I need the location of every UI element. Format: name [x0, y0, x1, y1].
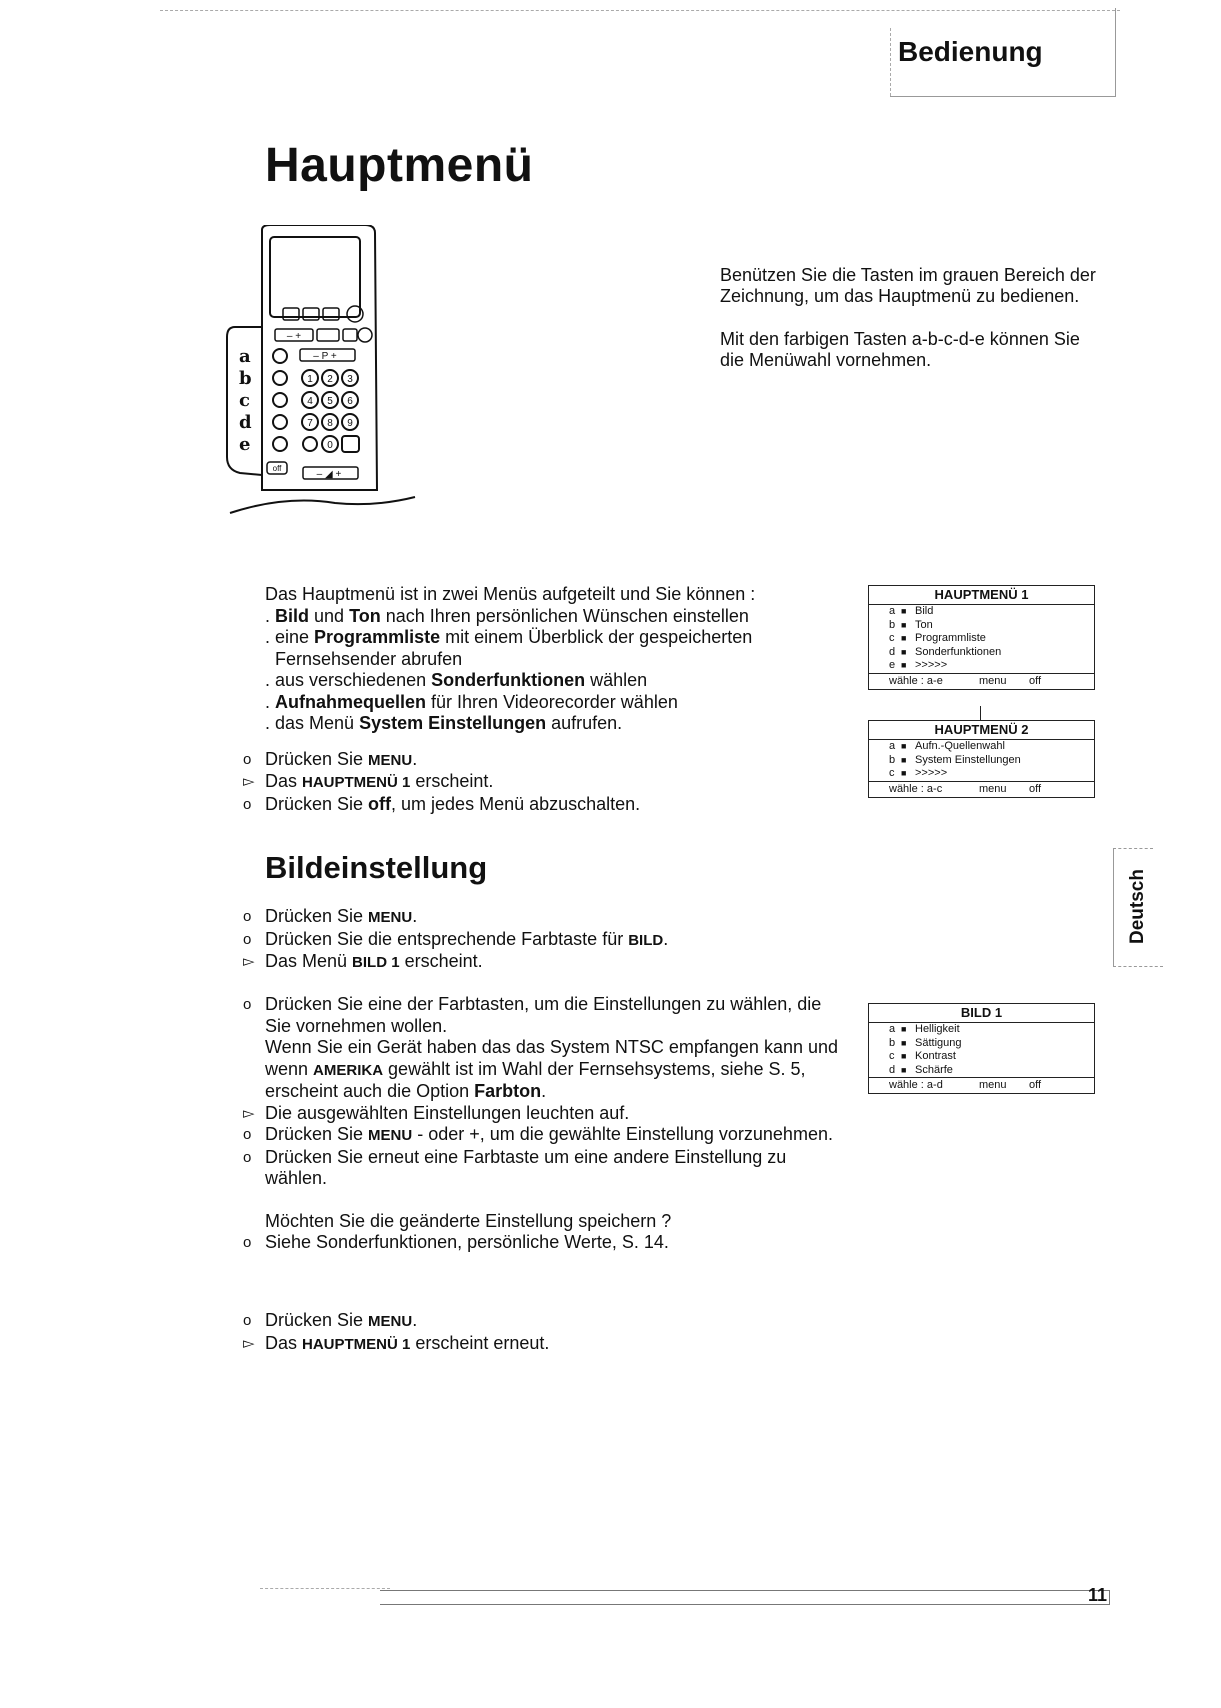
- menu-title: HAUPTMENÜ 1: [869, 586, 1094, 605]
- overview-block: [243, 584, 825, 815]
- menu-footer: wähle : a-e menu off: [869, 673, 1094, 689]
- step-line: o Drücken Sie MENU.: [243, 906, 418, 926]
- svg-text:4: 4: [307, 396, 313, 407]
- menu-row: c ■ Kontrast: [889, 1050, 956, 1062]
- step-line: wählen.: [265, 1168, 328, 1188]
- remote-control-icon: [225, 225, 425, 525]
- step-line: ▻ Das HAUPTMENÜ 1 erscheint erneut.: [243, 1332, 550, 1353]
- svg-text:b: b: [239, 368, 252, 389]
- svg-text:d: d: [239, 412, 252, 433]
- step-line: ▻ Die ausgewählten Einstellungen leuchten auf.: [243, 1102, 630, 1123]
- menu-row: b ■ Sättigung: [889, 1036, 962, 1049]
- menu-row: e ■ >>>>>: [889, 659, 948, 671]
- step-line: Wenn Sie ein Gerät haben das das System NTSC empfangen kann und: [265, 1037, 839, 1057]
- svg-text:6: 6: [347, 396, 353, 407]
- step-line: o Drücken Sie eine der Farbtasten, um die Einstellungen zu wählen, die: [243, 994, 822, 1014]
- menu-row: b ■ System Einstellungen: [889, 753, 1021, 766]
- overview-item: Fernsehsender abrufen: [275, 648, 463, 669]
- page-title: Hauptmenü: [265, 139, 534, 192]
- menu-connector: [980, 706, 981, 720]
- overview-item: . eine Programmliste mit einem Überblick der gespeicherten: [265, 627, 753, 647]
- step-line: o Drücken Sie erneut eine Farbtaste um eine andere Einstellung zu: [243, 1146, 787, 1167]
- overview-item: . Bild und Ton nach Ihren persönlichen Wünschen einstellen: [265, 605, 749, 626]
- step-line: o Siehe Sonderfunktionen, persönliche Werte, S. 14.: [243, 1232, 669, 1252]
- bild-1-box: [868, 1003, 1095, 1094]
- svg-text:3: 3: [347, 374, 353, 385]
- menu-footer: wähle : a-c menu off: [869, 781, 1094, 797]
- bottom-rule: [380, 1590, 1110, 1591]
- menu-row: d ■ Schärfe: [889, 1063, 953, 1076]
- overview-item: . aus verschiedenen Sonderfunktionen wählen: [265, 670, 648, 690]
- menu-row: c ■ Programmliste: [889, 632, 986, 644]
- menu-row: c ■ >>>>>: [889, 767, 948, 779]
- intro-text: [720, 265, 1100, 393]
- bild-steps-3: [243, 1310, 885, 1355]
- menu-row: d ■ Sonderfunktionen: [889, 645, 1002, 658]
- svg-text:0: 0: [327, 440, 333, 451]
- intro-paragraph: Benützen Sie die Tasten im grauen Bereich der Zeichnung, um das Hauptmenü zu bedienen.: [720, 265, 1096, 306]
- svg-text:9: 9: [347, 418, 353, 429]
- overview-lead: Das Hauptmenü ist in zwei Menüs aufgeteilt und Sie können :: [265, 584, 756, 604]
- svg-text:c: c: [239, 390, 250, 411]
- svg-text:– ◢ +: – ◢ +: [316, 469, 342, 480]
- step-line: ▻ Das Menü BILD 1 erscheint.: [243, 951, 483, 971]
- menu-title: HAUPTMENÜ 2: [869, 721, 1094, 740]
- bild-steps-2: [243, 994, 885, 1254]
- svg-text:5: 5: [327, 396, 333, 407]
- bild-section-title: Bildeinstellung: [265, 850, 488, 885]
- menu-title: BILD 1: [869, 1004, 1094, 1023]
- svg-text:1: 1: [307, 374, 313, 385]
- menu-row: a ■ Bild: [889, 605, 934, 617]
- step-line: ▻ Das HAUPTMENÜ 1 erscheint.: [243, 771, 494, 791]
- svg-text:8: 8: [327, 418, 333, 429]
- save-question: Möchten Sie die geänderte Einstellung speichern ?: [265, 1210, 672, 1231]
- bottom-scan-rule: [260, 1588, 390, 1589]
- step-line: wenn AMERIKA gewählt ist im Wahl der Fernsehsystems, siehe S. 5,: [265, 1058, 806, 1079]
- svg-text:– P +: – P +: [313, 351, 337, 362]
- language-label: Deutsch: [1127, 869, 1148, 944]
- step-line: erscheint auch die Option Farbton.: [265, 1081, 547, 1101]
- step-line: Sie vornehmen wollen.: [265, 1015, 448, 1036]
- svg-text:e: e: [239, 434, 251, 455]
- remote-illustration: [225, 225, 425, 525]
- step-line: o Drücken Sie off, um jedes Menü abzuschalten.: [243, 793, 641, 814]
- language-side-tab: [1113, 848, 1163, 966]
- menu-row: b ■ Ton: [889, 618, 933, 631]
- svg-text:a: a: [239, 346, 251, 367]
- bottom-rule-end: [1109, 1590, 1110, 1604]
- overview-item: . Aufnahmequellen für Ihren Videorecorder wählen: [265, 691, 678, 712]
- menu-footer: wähle : a-d menu off: [869, 1077, 1094, 1093]
- step-line: o Drücken Sie MENU.: [243, 748, 418, 769]
- bild-steps-1: [243, 906, 885, 974]
- intro-paragraph: Mit den farbigen Tasten a-b-c-d-e können Sie die Menüwahl vornehmen.: [720, 329, 1080, 370]
- svg-text:2: 2: [327, 374, 333, 385]
- bottom-rule: [380, 1604, 1110, 1605]
- page-number: 11: [1088, 1585, 1108, 1605]
- section-label: Bedienung: [898, 36, 1043, 67]
- hauptmenu-2-box: [868, 720, 1095, 798]
- step-line: o Drücken Sie MENU - oder +, um die gewählte Einstellung vorzunehmen.: [243, 1124, 833, 1144]
- overview-item: . das Menü System Einstellungen aufrufen.: [265, 713, 623, 733]
- svg-text:– +: – +: [286, 331, 302, 342]
- svg-text:7: 7: [307, 418, 313, 429]
- hauptmenu-1-box: [868, 585, 1095, 690]
- step-line: o Drücken Sie die entsprechende Farbtaste für BILD.: [243, 928, 669, 949]
- step-line: o Drücken Sie MENU.: [243, 1310, 418, 1330]
- menu-row: a ■ Aufn.-Quellenwahl: [889, 740, 1005, 752]
- svg-text:off: off: [272, 464, 282, 473]
- menu-row: a ■ Helligkeit: [889, 1023, 960, 1035]
